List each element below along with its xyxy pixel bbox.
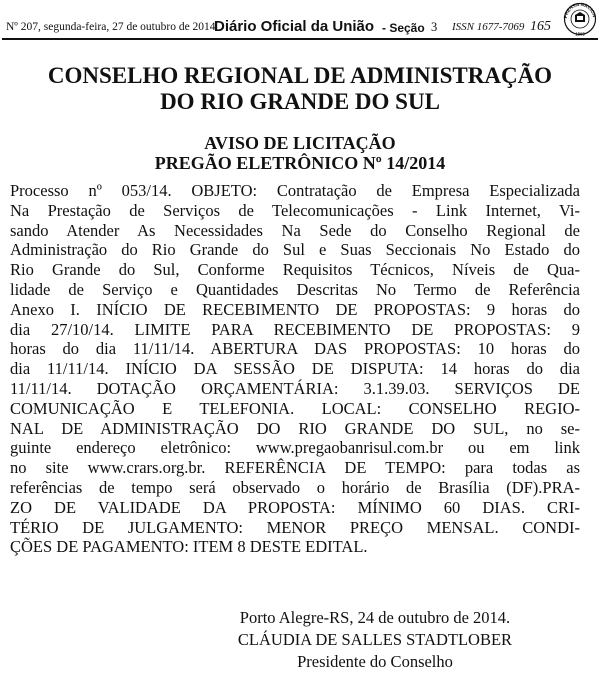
body-line: Rio Grande do Sul, Conforme Requisitos Técnicos, Níveis de Qua- [10,260,580,280]
body-line: dia 11/11/14. INÍCIO DA SESSÃO DE DISPUTA: 14 horas do dia [10,359,580,379]
imprensa-nacional-seal-icon [563,2,597,38]
notice-subtitle [0,133,600,173]
body-line: referências de tempo será observado o horário de Brasília (DF).PRA- [10,477,580,497]
body-line: Na Prestação de Serviços de Telecomunicações - Link Internet, Vi- [10,200,580,220]
body-line: Processo nº 053/14. OBJETO: Contratação de Empresa Especializada [10,181,580,200]
header-rule [2,38,598,40]
seal-year: 1808 [575,31,585,37]
body-line: guinte endereço eletrônico: www.pregaobanrisul.com.br ou em link [10,438,580,458]
place-date: Porto Alegre-RS, 24 de outubro de 2014. [239,608,511,627]
body-line: NAL DE ADMINISTRAÇÃO DO RIO GRANDE DO SUL, no se- [10,418,580,438]
issue-info: Nº 207, segunda-feira, 27 de outubro de 2014 [6,21,216,33]
title-line-2: DO RIO GRANDE DO SUL [160,89,440,114]
subtitle-line-2: PREGÃO ELETRÔNICO Nº 14/2014 [154,153,446,173]
organization-title [0,63,600,115]
signatory-name: CLÁUDIA DE SALLES STADTLOBER [237,630,513,649]
body-line: no site www.crars.org.br. REFERÊNCIA DE TEMPO: para todas as [10,458,580,478]
body-line: TÉRIO DE JULGAMENTO: MENOR PREÇO MENSAL. CONDI- [10,517,580,537]
issn: ISSN 1677-7069 [452,21,525,33]
body-line: ZO DE VALIDADE DA PROPOSTA: MÍNIMO 60 DIAS. CRI- [10,497,580,517]
title-line-1: CONSELHO REGIONAL DE ADMINISTRAÇÃO [47,63,553,88]
body-line: Administração do Rio Grande do Sul e Suas Seccionais No Estado do [10,240,580,260]
body-line: ÇÕES DE PAGAMENTO: ITEM 8 DESTE EDITAL. [10,537,368,557]
section-number: 3 [431,20,438,34]
signature-block [195,607,555,673]
journal-name: Diário Oficial da União [214,18,375,35]
page-number: 165 [530,19,551,34]
seal-text: PRENSA NACION [563,2,597,19]
notice-body [10,181,580,557]
signatory-role: Presidente do Conselho [297,652,453,671]
body-line: sando Atender As Necessidades Na Sede do Conselho Regional de [10,220,580,240]
page-header [0,0,600,40]
body-line: 11/11/14. DOTAÇÃO ORÇAMENTÁRIA: 3.1.39.03. SERVIÇOS DE [10,378,580,398]
body-line: dia 27/10/14. LIMITE PARA RECEBIMENTO DE PROPOSTAS: 9 [10,319,580,339]
subtitle-line-1: AVISO DE LICITAÇÃO [204,133,396,153]
body-line: horas do dia 11/11/14. ABERTURA DAS PROPOSTAS: 10 horas do [10,339,580,359]
section-label: - Seção [382,21,425,35]
body-line: COMUNICAÇÃO E TELEFONIA. LOCAL: CONSELHO REGIO- [10,398,580,418]
body-line: Anexo I. INÍCIO DE RECEBIMENTO DE PROPOSTAS: 9 horas do [10,299,580,319]
body-line: lidade de Serviço e Quantidades Descritas No Termo de Referência [10,279,580,299]
